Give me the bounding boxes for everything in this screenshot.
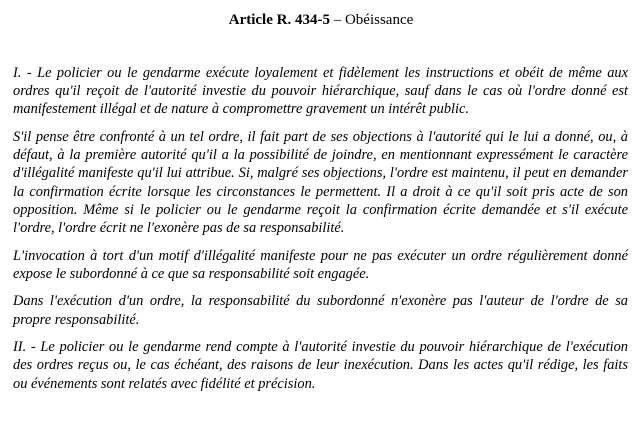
paragraph-section-1: I. - Le policier ou le gendarme exécute loyalement et fidèlement les instructions et obéit de même aux ordres qu'il reçoit de l'autorité investie du pouvoir hiérarchique, sauf dans le cas où l'ordre donné est manifestement illégal et de nature à compromettre gravement un intérêt public.	[13, 65, 628, 118]
article-heading	[0, 11, 642, 29]
article-subject: Obéissance	[344, 12, 414, 28]
paragraph-objections: S'il pense être confronté à un tel ordre, il fait part de ses objections à l'autorité qui le lui a donné, ou, à défaut, à la première autorité qu'il a la possibilité de joindre, en mentionnant expressément le caractère d'illégalité manifeste qu'il lui attribue. Si, malgré ses objections, l'ordre est maintenu, il peut en demander la confirmation écrite lorsque les circonstances le permettent. Il a droit à ce qu'il soit pris acte de son opposition. Même si le policier ou le gendarme reçoit la confirmation écrite demandée et s'il exécute l'ordre, l'ordre écrit ne l'exonère pas de sa responsabilité.	[13, 129, 628, 237]
paragraph-responsibility: Dans l'exécution d'un ordre, la responsabilité du subordonné n'exonère pas l'auteur de l'ordre de sa propre responsabilité.	[13, 293, 628, 328]
heading-separator: –	[329, 12, 345, 28]
paragraph-section-2: II. - Le policier ou le gendarme rend compte à l'autorité investie du pouvoir hiérarchique de l'exécution des ordres reçus ou, le cas échéant, des raisons de leur inexécution. Dans les actes qu'il rédige, les faits ou événements sont relatés avec fidélité et précision.	[13, 339, 628, 392]
article-body	[13, 64, 628, 402]
paragraph-wrongful-invocation: L'invocation à tort d'un motif d'illégalité manifeste pour ne pas exécuter un ordre régulièrement donné expose le subordonné à ce que sa responsabilité soit engagée.	[13, 247, 628, 282]
article-number: Article R. 434-5	[228, 12, 330, 28]
